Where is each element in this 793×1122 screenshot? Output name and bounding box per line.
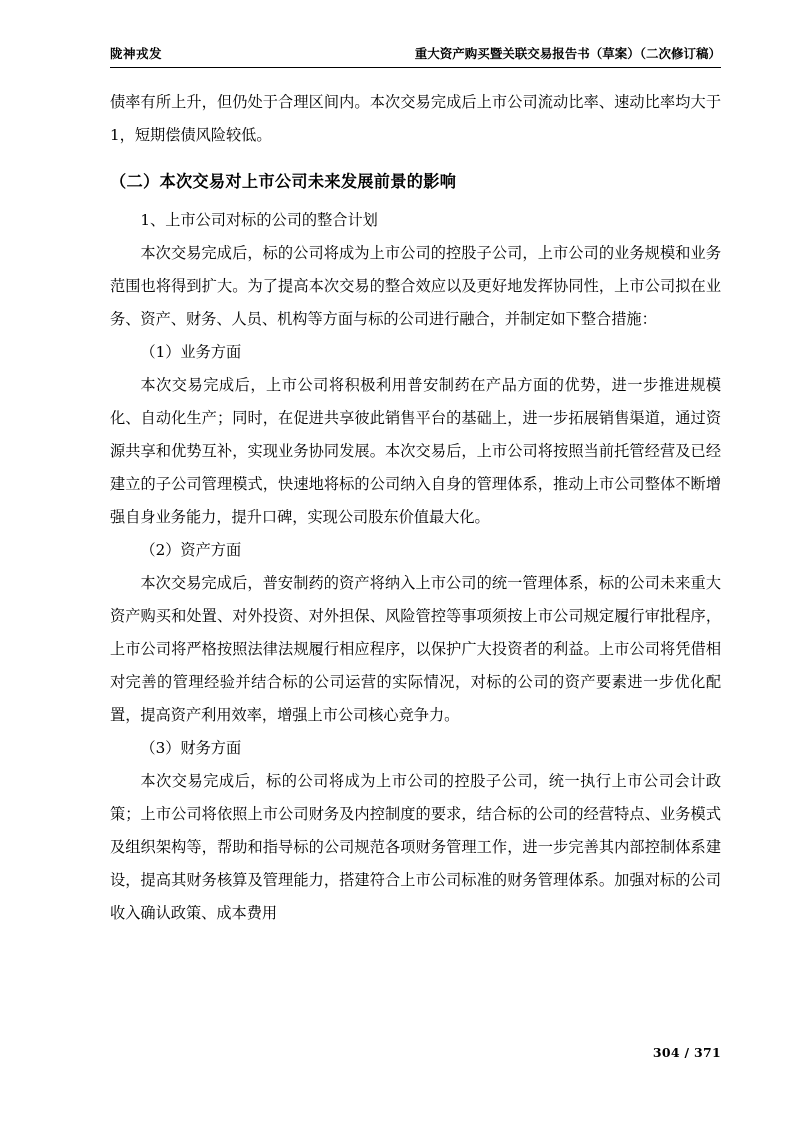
- item-1-body-business: 本次交易完成后，上市公司将积极利用普安制药在产品方面的优势，进一步推进规模化、自动化生产；同时，在促进共享彼此销售平台的基础上，进一步拓展销售渠道，通过资源共享和优势互补，实现业务协同发展。本次交易后，上市公司将按照当前托管经营及已经建立的子公司管理模式，快速地将标的公司纳入自身的管理体系，推动上市公司整体不断增强自身业务能力，提升口碑，实现公司股东价值最大化。: [110, 376, 721, 527]
- item-2-title-assets: （2）资产方面: [140, 541, 242, 560]
- item-2-body-assets: 本次交易完成后，普安制药的资产将纳入上市公司的统一管理体系，标的公司未来重大资产购买和处置、对外投资、对外担保、风险管控等事项须按上市公司规定履行审批程序，上市公司将严格按照法律法规履行相应程序，以保护广大投资者的利益。上市公司将凭借相对完善的管理经验并结合标的公司运营的实际情况，对标的公司的资产要素进一步优化配置，提高资产利用效率，增强上市公司核心竞争力。: [110, 574, 721, 725]
- header-company-name: 陇神戎发: [110, 46, 163, 61]
- item-1-title-business: （1）业务方面: [140, 343, 242, 362]
- header-document-title: 重大资产购买暨关联交易报告书（草案）（二次修订稿）: [414, 46, 721, 61]
- section-heading-2: （二）本次交易对上市公司未来发展前景的影响: [110, 172, 457, 192]
- page-number: 304 / 371: [652, 1045, 721, 1060]
- item-3-title-finance: （3）财务方面: [140, 739, 242, 758]
- header-divider: [110, 67, 721, 68]
- document-body: [110, 86, 721, 930]
- paragraph-continued: 债率有所上升，但仍处于合理区间内。本次交易完成后上市公司流动比率、速动比率均大于 1，短期偿债风险较低。: [110, 93, 721, 145]
- paragraph-integration-plan: 本次交易完成后，标的公司将成为上市公司的控股子公司，上市公司的业务规模和业务范围也将得到扩大。为了提高本次交易的整合效应以及更好地发挥协同性，上市公司拟在业务、资产、财务、人员、机构等方面与标的公司进行融合，并制定如下整合措施：: [110, 244, 721, 329]
- item-3-body-finance: 本次交易完成后，标的公司将成为上市公司的控股子公司，统一执行上市公司会计政策；上市公司将依照上市公司财务及内控制度的要求，结合标的公司的经营特点、业务模式及组织架构等，帮助和指导标的公司规范各项财务管理工作，进一步完善其内部控制体系建设，提高其财务核算及管理能力，搭建符合上市公司标准的财务管理体系。加强对标的公司收入确认政策、成本费用: [110, 772, 721, 923]
- page-header: [110, 46, 721, 67]
- subsection-heading-1: 1、上市公司对标的公司的整合计划: [140, 211, 378, 230]
